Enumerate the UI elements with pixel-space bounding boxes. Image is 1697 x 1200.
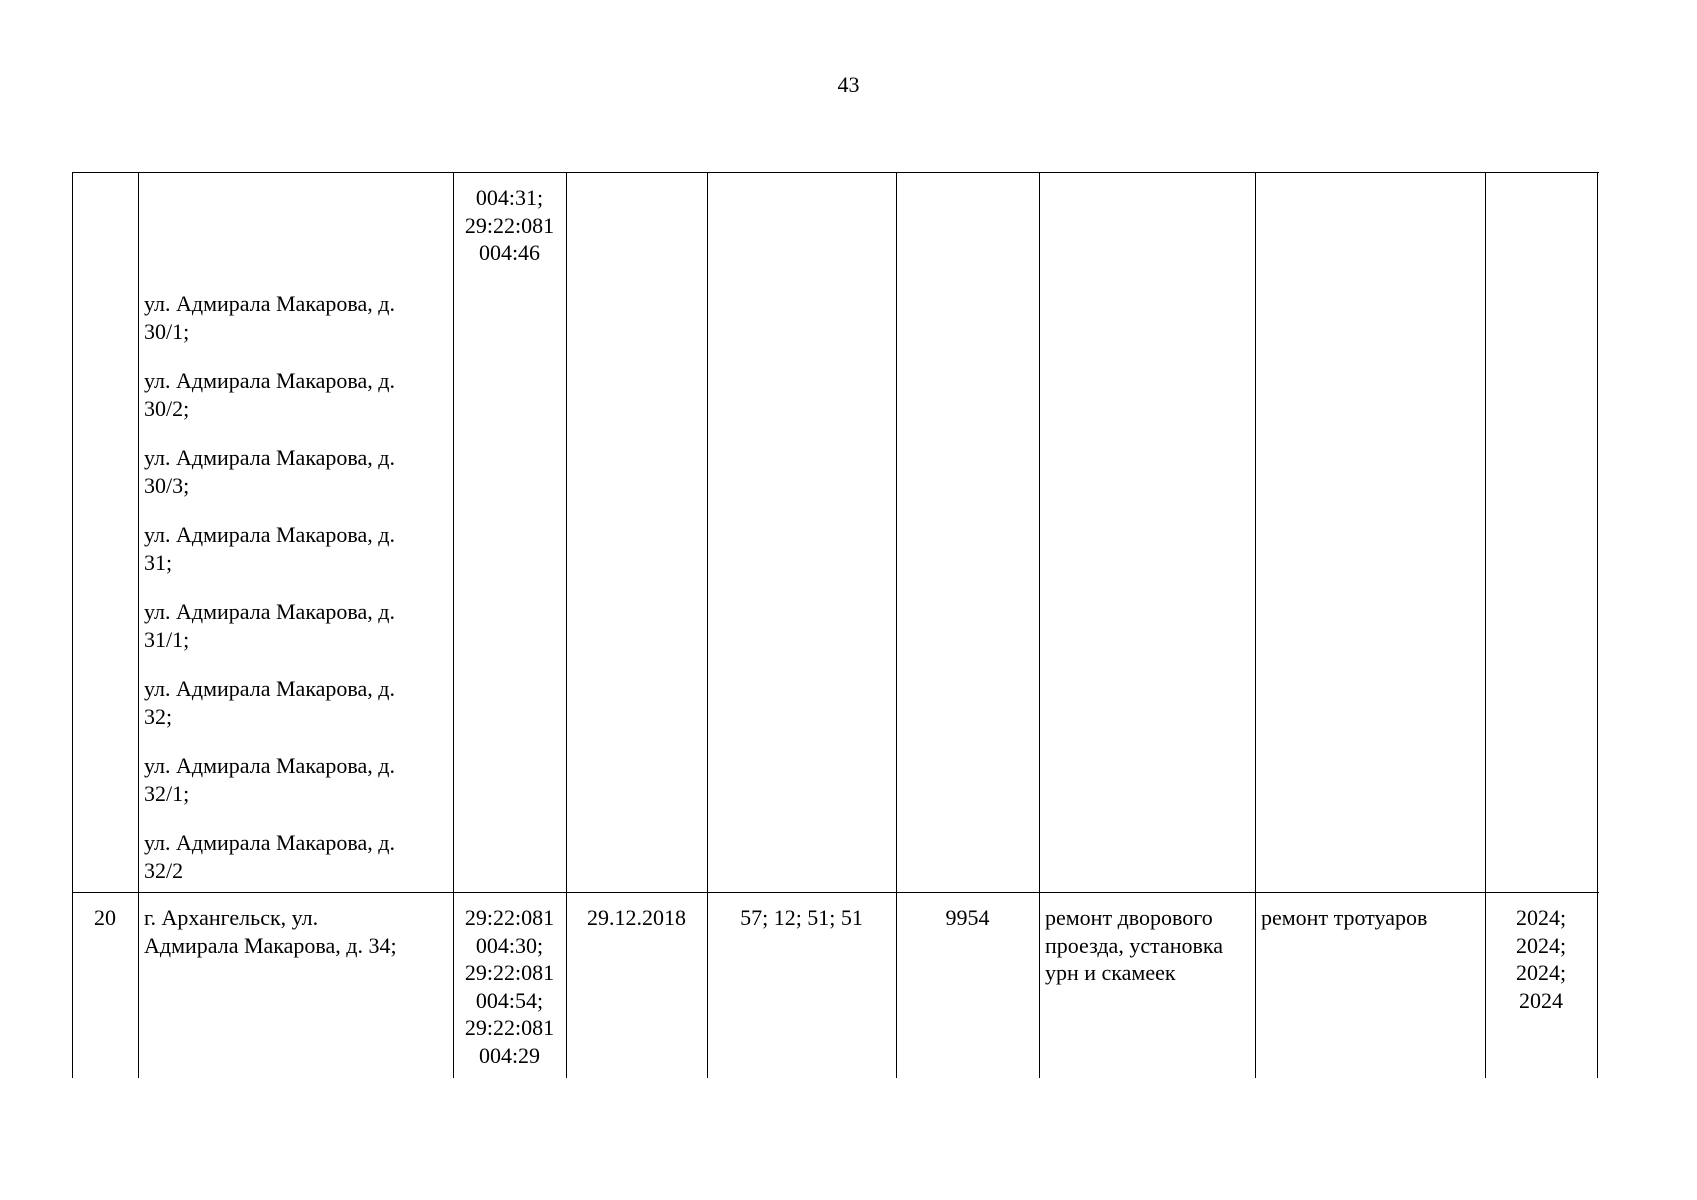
address-line: Адмирала Макарова, д. 34; xyxy=(144,932,397,958)
row-divider xyxy=(72,892,1599,893)
cadastral-line: 004:46 xyxy=(478,240,541,265)
row-cadastral-cell: 29:22:081 004:30; 29:22:081 004:54; 29:22:081 004:29 xyxy=(464,905,555,1068)
row-area: 9954 xyxy=(945,905,990,930)
row-works-min: ремонт дворового проезда, установка урн и скамеек xyxy=(1045,905,1224,985)
row-date: 29.12.2018 xyxy=(587,905,686,930)
row-address-cell xyxy=(144,904,449,959)
cadastral-line: 004:31; xyxy=(475,185,544,210)
address-entry: ул. Адмирала Макарова, д. 31; xyxy=(144,522,395,575)
row-number: 20 xyxy=(94,905,116,930)
continuation-cadastral-cell xyxy=(453,184,566,267)
continuation-address-cell xyxy=(144,290,449,884)
address-entry: ул. Адмирала Макарова, д. 32/2 xyxy=(144,830,395,883)
cadastral-line: 29:22:081 xyxy=(464,212,555,238)
col-border xyxy=(72,172,73,1078)
address-entry: ул. Адмирала Макарова, д. 30/3; xyxy=(144,445,395,498)
col-border xyxy=(566,172,567,1078)
row-values: 57; 12; 51; 51 xyxy=(740,905,863,930)
address-entry: ул. Адмирала Макарова, д. 30/2; xyxy=(144,368,395,421)
col-border xyxy=(896,172,897,1078)
col-border xyxy=(1597,172,1598,1078)
col-border xyxy=(707,172,708,1078)
data-table xyxy=(72,172,1599,1078)
address-entry: ул. Адмирала Макарова, д. 30/1; xyxy=(144,291,395,344)
row-works-extra: ремонт тротуаров xyxy=(1261,905,1428,930)
row-years: 2024; 2024; 2024; 2024 xyxy=(1515,905,1567,1013)
col-border xyxy=(138,172,139,1078)
address-entry: ул. Адмирала Макарова, д. 32/1; xyxy=(144,753,395,806)
page-number: 43 xyxy=(837,72,860,97)
address-line: г. Архангельск, ул. xyxy=(144,905,319,930)
col-border xyxy=(1255,172,1256,1078)
address-entry: ул. Адмирала Макарова, д. 31/1; xyxy=(144,599,395,652)
table-top-border xyxy=(72,172,1599,173)
address-entry: ул. Адмирала Макарова, д. 32; xyxy=(144,676,395,729)
col-border xyxy=(1039,172,1040,1078)
